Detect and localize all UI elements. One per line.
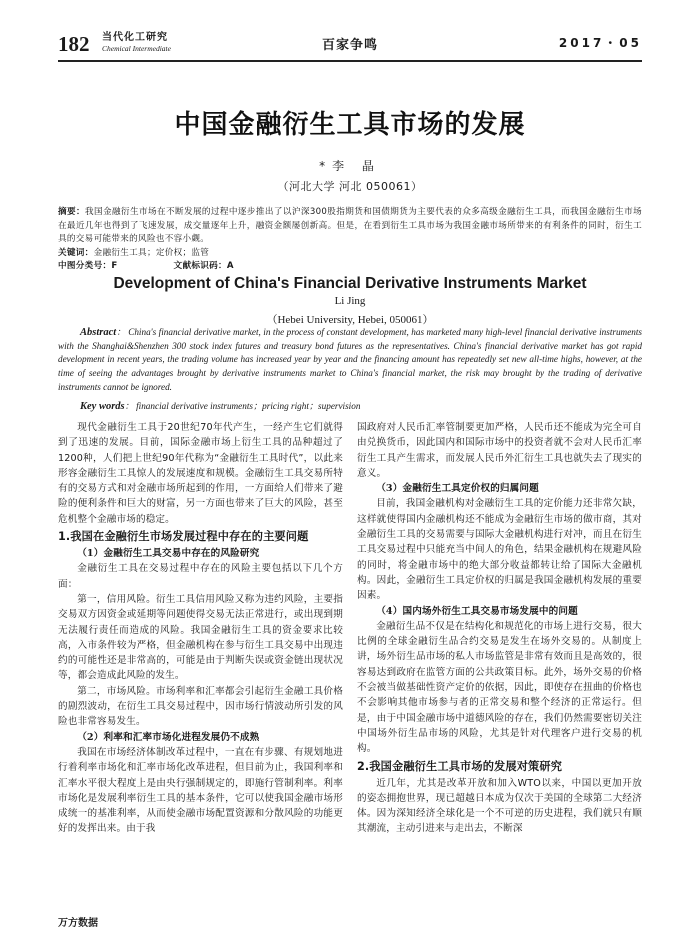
- section-heading: 1.我国在金融衍生市场发展过程中存在的主要问题: [58, 530, 309, 544]
- abstract-cn-label: 摘要：: [58, 207, 85, 217]
- page-number: 182: [58, 32, 90, 56]
- keywords-en: ： financial derivative instruments；pricing right；supervision: [124, 401, 361, 411]
- affiliation-cn: （河北大学 河北 050061）: [277, 180, 423, 193]
- keywords-en-line: [80, 398, 642, 412]
- paragraph: 国政府对人民币汇率管制要更加严格，人民币还不能成为完全可自由兑换货币，因此国内和国际市场中的投资者就不会对人民币汇率衍生工具产生需求，而发展人民币外汇衍生工具也就失去了现实的意义。: [357, 422, 642, 479]
- subsection-heading: （1）金融衍生工具交易中存在的风险研究: [77, 548, 260, 560]
- paragraph: 目前，我国金融机构对金融衍生工具的定价能力还非常欠缺，这样就使得国内金融机构还不能成为金融衍生市场的做市商，其对金融衍生工具的交易需要与国际大金融机构进行对冲，而且在衍生工具交易过程中只能充当中间人的角色，结果金融机构在规避风险的同时，将金融市场中的绝大部分收益都转让给了国际大金融机构。因此，金融衍生工具定价权的归属是我国金融机构发展的重要因素。: [357, 498, 642, 602]
- subsection-heading: （3）金融衍生工具定价权的归属问题: [376, 483, 539, 495]
- affiliation-en: （Hebei University, Hebei, 050061）: [266, 314, 434, 326]
- abstract-en-label: Abstract: [80, 327, 117, 338]
- classification-line: [58, 260, 642, 274]
- paragraph: 近几年，尤其是改革开放和加入WTO以来，中国以更加开放的姿态拥抱世界，现已超越日本成为仅次于美国的全球第二大经济体。因为深知经济全球化是一个不可逆的历史进程，我们就只有顺其潮流，主动引进来与走出去，不断深: [357, 777, 642, 835]
- paragraph: 我国在市场经济体制改革过程中，一直在有步骤、有规划地进行着利率市场化和汇率市场化改革进程，但目前为止，我国利率和汇率水平很大程度上是由央行强制规定的，即施行管制利率。利率市场化是发展利率衍生工具的基本条件，它可以使我国金融市场形成统一的基准利率，从而使金融市场配置资源和分散风险的功能更好的发挥出来。由于我: [58, 746, 343, 835]
- doc-code-value: A: [226, 261, 234, 272]
- header-divider: [58, 60, 642, 62]
- keywords-cn: 金融衍生工具；定价权；监管: [93, 247, 210, 258]
- paragraph: 第二，市场风险。市场利率和汇率都会引起衍生金融工具价格的剧烈波动，在衍生工具交易过程中，因市场行情波动所引发的风险也非常容易发生。: [58, 685, 343, 728]
- section-heading: 2.我国金融衍生工具市场的发展对策研究: [357, 759, 563, 773]
- author-en: Li Jing: [334, 295, 366, 307]
- doc-code-label: 文献标识码：: [173, 261, 227, 272]
- journal-name-cn: 当代化工研究: [102, 32, 168, 43]
- journal-name-en: Chemical Intermediate: [102, 44, 171, 53]
- paragraph: 金融衍生工具在交易过程中存在的风险主要包括以下几个方面：: [58, 563, 343, 590]
- clc-label: 中图分类号：: [58, 261, 112, 272]
- abstract-cn-text: 我国金融衍生市场在不断发展的过程中逐步推出了以沪深300股指期货和国债期货为主要代表的众多高级金融衍生工具，而我国金融衍生市场在最近几年也得到了飞速发展，成交量逐年上升，融资金额屡创新高。但是，在看到衍生工具市场为我国金融市场所带来的有利条件的同时，衍生工具的交易可能带来的风险也不容小觑。: [58, 207, 643, 245]
- footer-source: 万方数据: [58, 918, 98, 929]
- author-cn: *李 晶: [319, 159, 381, 173]
- abstract-en: [58, 326, 642, 395]
- subsection-heading: （4）国内场外衍生工具交易市场发展中的问题: [376, 605, 578, 617]
- section-title: 百家争鸣: [321, 38, 378, 53]
- subsection-heading: （2）利率和汇率市场化进程发展仍不成熟: [77, 731, 260, 743]
- paragraph: 第一，信用风险。衍生工具信用风险又称为违约风险，主要指交易双方因资金或延期等问题使得交易无法正常进行，或出现到期无法履行责任而造成的风险。我国金融衍生工具的资金要求比较高，入市条件较为严格，但金融机构在参与衍生工具交易中出现违约的可能性还是非常高的，可能是由于判断失误或资金链出现状况等，都会造成此风险的发生。: [58, 593, 343, 682]
- abstract-en-text: ： China's financial derivative market, in the process of constant development, has marketed many high-level financial derivative instruments with the Shanghai&Shenzhen 300 stock index futures and treasury bond futures as the representatives. China's financial derivative market has got rapid development in recent years, the trading volume has increased year by year and the financing amount has repeatedly set new all-time highs, however, at the time of seeing the advantages brought by derivative instruments market to China's financial market, the risk may brought by the trading of derivative instruments cannot be ignored.: [58, 327, 642, 392]
- paragraph: 现代金融衍生工具于20世纪70年代产生，一经产生它们就得到了迅速的发展。目前，国际金融市场上衍生工具的品种超过了1200种，人们把上世纪90年代称为“金融衍生工具时代”，以此来形容金融衍生工具惊人的发展速度和规模。金融衍生工具交易所特有的交易方式和对金融市场所起到的作用，一方面给人们带来了避险的便利条件和巨大的财富，另一方面也带来了巨大的风险，甚至危机整个金融市场的稳定。: [58, 422, 343, 525]
- keywords-cn-label: 关键词：: [58, 247, 94, 258]
- body-column-right: [357, 420, 642, 837]
- article-title-en: Development of China's Financial Derivative Instruments Market: [113, 275, 587, 292]
- abstract-cn: [58, 206, 642, 274]
- keywords-en-label: Key words: [80, 401, 125, 412]
- issue-number: 2017・05: [558, 36, 642, 50]
- paragraph: 金融衍生品不仅是在结构化和规范化的市场上进行交易，很大比例的全球金融衍生品合约交易是发生在场外交易的。从制度上讲，场外衍生品市场的私人市场监管是非常有效而且是高效的，很容易达到政府在监管方面的公共政策目标。此外，场外交易的价格不会被当做基础性资产定价的依据，因此，即使存在扭曲的价格也不会影响其他市场参与者的正常交易和整个经济的正常运行。但是，由于中国金融市场中道德风险的存在，我们仍然需要密切关注中国场外衍生品市场的风险，尤其是针对代理客户进行交易的机构。: [357, 620, 642, 755]
- article-title-cn: 中国金融衍生工具市场的发展: [174, 110, 526, 140]
- body-column-left: [58, 420, 343, 837]
- page-header: [58, 30, 642, 64]
- clc-value: F: [111, 261, 118, 272]
